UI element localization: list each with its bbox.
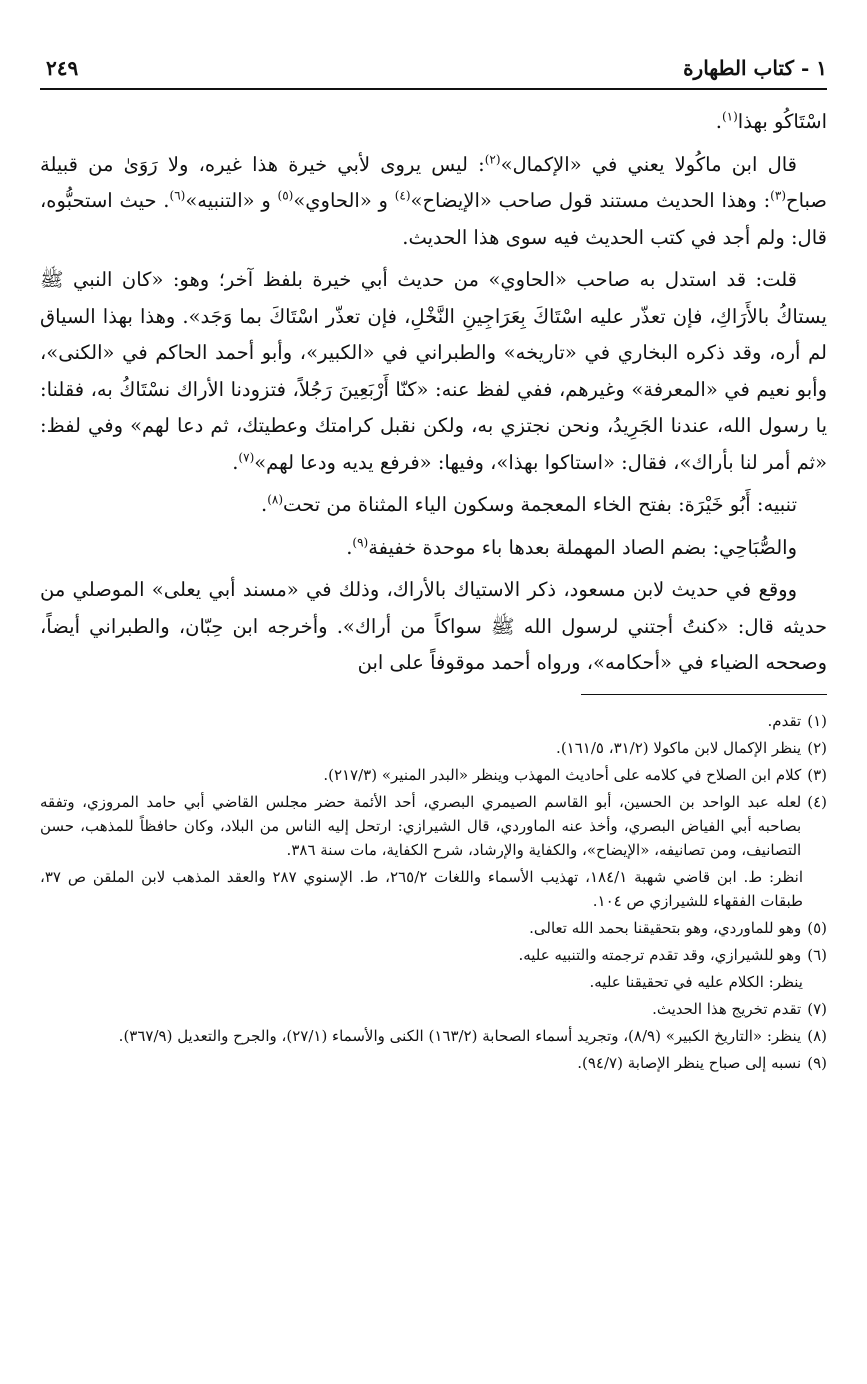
paragraph-1: اسْتَاكُو بهذا$^{(١)}$. — [715, 109, 827, 133]
footnote-ref-7: (٧) — [238, 450, 255, 464]
footnote-text: ينظر: «التاريخ الكبير» (٨/٩)، وتجريد أسماء الصحابة (١٦٣/٢) الكنى والأسماء (٢٧/١)، والجرح والتعديل (٣٦٧/٩). — [118, 1026, 802, 1045]
footnote-3 — [40, 763, 827, 787]
footnote-9 — [40, 1051, 827, 1075]
paragraph-2 — [40, 147, 827, 257]
footnote-6-continuation — [40, 970, 827, 994]
footnote-number: (٣) — [807, 765, 827, 784]
paragraph-6-text: ووقع في حديث لابن مسعود، ذكر الاستياك بالأراك، وذلك في «مسند أبي يعلى» الموصلي من حديثه قال: «كنتُ أجتني لرسول الله ﷺ سواكاً من أراك». وأخرجه ابن حِبّان، والطبراني أيضاً، وصححه الضياء في «أحكامه»، ورواه أحمد موقوفاً على ابن — [40, 578, 827, 674]
paragraph-5-text-a: والصُّبَاحِي: بضم الصاد المهملة بعدها باء موحدة خفيفة — [368, 535, 797, 559]
paragraph-1-text: اسْتَاكُو بهذا — [737, 110, 827, 133]
main-text — [40, 104, 827, 682]
footnotes — [40, 709, 827, 1075]
footnote-number: (١) — [807, 711, 827, 730]
footnote-number: (٦) — [807, 945, 827, 964]
footnote-4 — [40, 790, 827, 862]
footnote-number: (٢) — [807, 738, 827, 757]
paragraph-2-text-e: و «التنبيه» — [185, 189, 278, 212]
paragraph-5-text-b: . — [346, 535, 353, 559]
footnote-text: انظر: ط. ابن قاضي شهبة ١٨٤/١، تهذيب الأسماء واللغات ٢٦٥/٢، ط. الإسنوي ٢٨٧ والعقد المذهب لابن الملقن ص ٣٧، طبقات الفقهاء للشيرازي ص ١٠٤. — [40, 867, 804, 910]
book-page — [40, 52, 827, 1078]
footnote-ref-2: (٢) — [484, 152, 501, 166]
footnote-ref-4: (٤) — [394, 188, 411, 203]
footnote-6 — [40, 943, 827, 967]
footnote-text: تقدم. — [767, 711, 802, 730]
chapter-title: ١ - كتاب الطهارة — [683, 56, 827, 80]
footnote-ref-3: (٣) — [770, 188, 786, 203]
footnote-ref-5: (٥) — [277, 188, 294, 203]
footnote-ref-6: (٦) — [169, 188, 186, 203]
paragraph-2-text-d: و «الحاوي» — [293, 189, 395, 212]
footnote-ref-1: (١) — [721, 109, 738, 124]
footnote-7 — [40, 997, 827, 1021]
paragraph-2-text-b: : ليس يروى لأبي خيرة هذا غيره، ولا رَوَىٰ من قبيلة صباح — [40, 152, 827, 212]
paragraph-5 — [40, 530, 827, 567]
footnote-ref-9: (٩) — [352, 535, 369, 549]
page-number: ٢٤٩ — [46, 56, 79, 80]
footnote-number: (٩) — [807, 1053, 827, 1072]
paragraph-6 — [40, 572, 827, 682]
paragraph-2-text-c: : وهذا الحديث مستند قول صاحب «الإيضاح» — [410, 189, 771, 212]
footnote-8 — [40, 1024, 827, 1048]
footnote-text: تقدم تخريج هذا الحديث. — [652, 999, 802, 1018]
paragraph-4-text-b: . — [261, 493, 268, 516]
paragraph-4-text-a: تنبيه: أَبُو خَيْرَة: بفتح الخاء المعجمة وسكون الياء المثناة من تحت — [283, 493, 797, 516]
paragraph-3 — [40, 262, 827, 481]
footnote-text: لعله عبد الواحد بن الحسين، أبو القاسم الصيمري البصري، أحد الأئمة حضر مجلس القاضي أبي حامد المروزي، وتفقه بصاحبه أبي الفياض البصري، وأخذ عنه الماوردي، قال الشيرازي: ارتحل إليه الناس من البلاد، وكان حافظاً للمذهب، حسن التصانيف، ومن تصانيفه، «الإيضاح»، والكفاية والإرشاد، شرح الكفاية، مات سنة ٣٨٦. — [40, 792, 802, 859]
footnote-number: (٧) — [807, 999, 827, 1018]
paragraph-3-text-a: قلت: قد استدل به صاحب «الحاوي» من حديث أبي خيرة بلفظ آخر؛ وهو: «كان النبي ﷺ يستاكُ بالأَرَاكِ، فإن تعذّر عليه اسْتَاكَ بِعَرَاجِينِ النَّخْلِ، فإن تعذّر اسْتَاكَ بما وَجَد». وهذا بهذا السياق لم أره، وقد ذكره البخاري في «تاريخه» والطبراني في «الكبير»، وأبو أحمد الحاكم في «الكنى»، وأبو نعيم في «المعرفة» وغيرهم، ففي لفظ عنه: «كنّا أَرْبَعِينَ رَجُلاً، فتزودنا الأراك نسْتَاكُ به، فقلنا: يا رسول الله، عندنا الجَرِيدُ، ونحن نجتزي به، ولكن نقبل كرامتك وعطيتك، ثم دعا لهم» وفي لفظ: «ثم أمر لنا بأراك»، فقال: «استاكوا بهذا»، وفيها: «فرفع يديه ودعا لهم» — [40, 268, 827, 474]
footnote-1 — [40, 709, 827, 733]
footnote-text: ينظر الإكمال لابن ماكولا (٣١/٢، ١٦١/٥). — [556, 738, 802, 757]
footnote-text: ينظر: الكلام عليه في تحقيقنا عليه. — [589, 972, 803, 991]
footnote-divider — [581, 694, 827, 695]
paragraph-2-text-a: قال ابن ماكُولا يعني في «الإكمال» — [500, 152, 797, 176]
footnote-text: نسبه إلى صباح ينظر الإصابة (٩٤/٧). — [577, 1053, 802, 1072]
footnote-text: كلام ابن الصلاح في كلامه على أحاديث المهذب وينظر «البدر المنير» (٢١٧/٣). — [323, 765, 802, 784]
footnote-number: (٤) — [807, 792, 827, 811]
footnote-4-continuation — [40, 865, 827, 913]
paragraph-3-text-b: . — [232, 450, 239, 474]
footnote-text: وهو للشيرازي، وقد تقدم ترجمته والتنبيه عليه. — [518, 945, 802, 964]
paragraph-2-text-f: . حيث استحبُّوه، قال: ولم أجد في كتب الحديث فيه سوى هذا الحديث. — [40, 189, 827, 249]
running-header — [40, 52, 827, 90]
footnote-number: (٥) — [807, 918, 827, 937]
footnote-number: (٨) — [807, 1026, 827, 1045]
footnote-5 — [40, 916, 827, 940]
footnote-2 — [40, 736, 827, 760]
footnote-text: وهو للماوردي، وهو بتحقيقنا بحمد الله تعالى. — [529, 918, 802, 937]
footnote-ref-8: (٨) — [267, 492, 284, 507]
paragraph-4 — [40, 487, 827, 524]
